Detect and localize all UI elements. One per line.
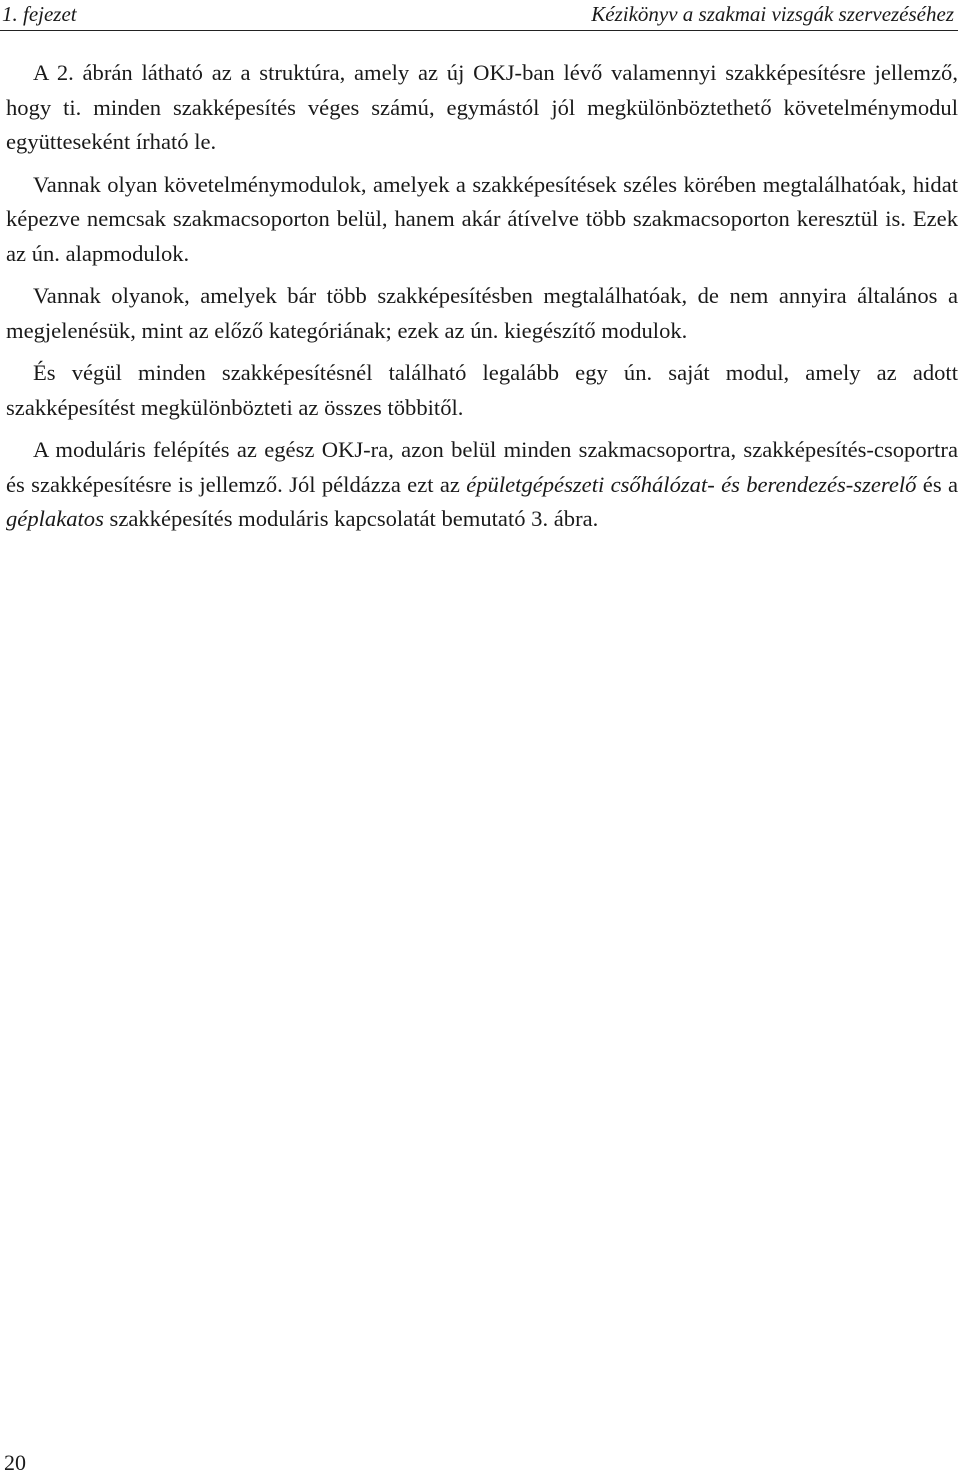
occupation-name-2: géplakatos (6, 506, 104, 531)
page-number: 20 (4, 1450, 26, 1475)
paragraph-5-text-a: A moduláris felépítés az egész OKJ-ra, azon belül minden szakmacsoportra, szakképesítés-csoportra és szakképesítésre is jellemző. Jól példázza ezt az (6, 437, 958, 497)
body-text (6, 56, 958, 545)
paragraph-5-text-c: szakképesítés moduláris kapcsolatát bemutató 3. ábra. (103, 506, 599, 531)
paragraph-1: A 2. ábrán látható az a struktúra, amely az új OKJ-ban lévő valamennyi szakképesítésre jellemző, hogy ti. minden szakképesítés véges számú, egymástól jól megkülönböztethető követelménymodul együtteseként írható le. (6, 60, 958, 154)
chapter-label: 1. fejezet (2, 2, 77, 26)
paragraph-3: Vannak olyanok, amelyek bár több szakképesítésben megtalálhatóak, de nem annyira általános a megjelenésük, mint az előző kategóriának; ezek az ún. kiegészítő modulok. (6, 283, 958, 343)
paragraph-4: És végül minden szakképesítésnél található legalább egy ún. saját modul, amely az adott szakképesítést megkülönbözteti az összes többitől. (6, 360, 958, 420)
paragraph-5-text-b: és a (916, 471, 958, 497)
book-title: Kézikönyv a szakmai vizsgák szervezéséhez (591, 2, 954, 26)
occupation-name-1: épületgépészeti csőhálózat- és berendezés-szerelő (466, 471, 917, 497)
paragraph-2: Vannak olyan követelménymodulok, amelyek a szakképesítések széles körében megtalálhatóak, hidat képezve nemcsak szakmacsoporton belül, hanem akár átívelve több szakmacsoporton keresztül is. Ezek az ún. alapmodulok. (6, 171, 958, 266)
paragraph-5 (6, 433, 958, 537)
running-header (0, 0, 958, 31)
